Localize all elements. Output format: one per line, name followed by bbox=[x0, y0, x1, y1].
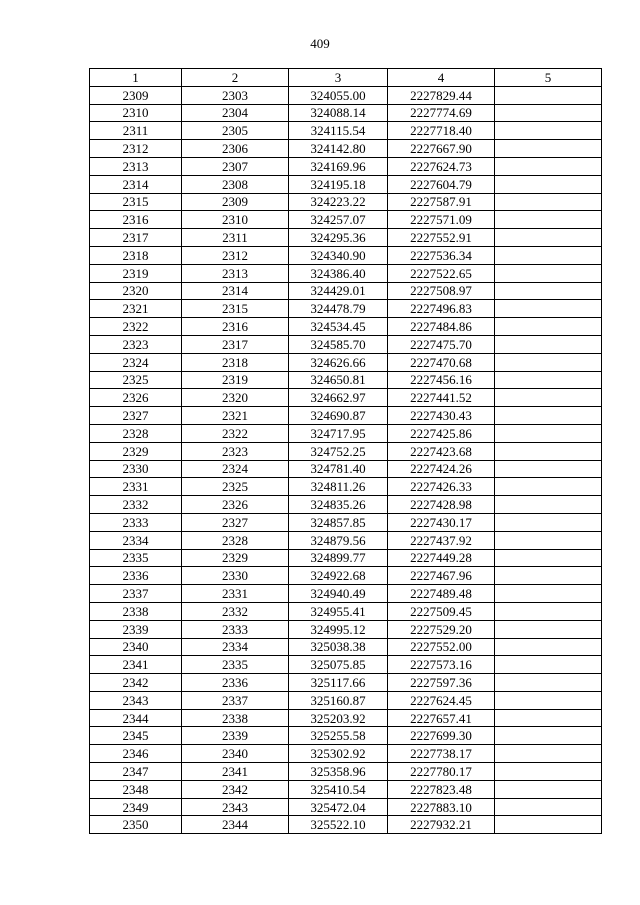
table-cell-col-5 bbox=[495, 460, 602, 478]
table-cell-col-4: 2227780.17 bbox=[388, 763, 495, 781]
table-cell-col-2: 2326 bbox=[182, 496, 289, 514]
table-cell-col-1: 2326 bbox=[90, 389, 182, 407]
table-cell-col-1: 2323 bbox=[90, 335, 182, 353]
table-cell-col-4: 2227738.17 bbox=[388, 745, 495, 763]
table-row bbox=[90, 602, 602, 620]
table-cell-col-4: 2227467.96 bbox=[388, 567, 495, 585]
table-body bbox=[90, 86, 602, 833]
table-cell-col-3: 324585.70 bbox=[289, 335, 388, 353]
table-cell-col-1: 2313 bbox=[90, 157, 182, 175]
table-cell-col-5 bbox=[495, 602, 602, 620]
table-cell-col-1: 2332 bbox=[90, 496, 182, 514]
table-cell-col-3: 324752.25 bbox=[289, 442, 388, 460]
table-cell-col-4: 2227699.30 bbox=[388, 727, 495, 745]
table-cell-col-1: 2314 bbox=[90, 175, 182, 193]
table-cell-col-4: 2227932.21 bbox=[388, 816, 495, 834]
table-cell-col-4: 2227423.68 bbox=[388, 442, 495, 460]
column-header-1: 1 bbox=[90, 69, 182, 87]
table-cell-col-4: 2227449.28 bbox=[388, 549, 495, 567]
table-cell-col-5 bbox=[495, 407, 602, 425]
table-row bbox=[90, 780, 602, 798]
table-cell-col-1: 2350 bbox=[90, 816, 182, 834]
table-row bbox=[90, 300, 602, 318]
table-cell-col-1: 2338 bbox=[90, 602, 182, 620]
table-cell-col-5 bbox=[495, 389, 602, 407]
table-cell-col-3: 324717.95 bbox=[289, 424, 388, 442]
table-row bbox=[90, 335, 602, 353]
table-row bbox=[90, 318, 602, 336]
table-cell-col-1: 2337 bbox=[90, 585, 182, 603]
table-cell-col-1: 2312 bbox=[90, 140, 182, 158]
table-cell-col-2: 2304 bbox=[182, 104, 289, 122]
table-cell-col-4: 2227624.45 bbox=[388, 691, 495, 709]
table-cell-col-4: 2227430.17 bbox=[388, 513, 495, 531]
table-cell-col-2: 2308 bbox=[182, 175, 289, 193]
table-cell-col-3: 325302.92 bbox=[289, 745, 388, 763]
table-cell-col-5 bbox=[495, 335, 602, 353]
table-cell-col-3: 324429.01 bbox=[289, 282, 388, 300]
table-cell-col-3: 324811.26 bbox=[289, 478, 388, 496]
table-cell-col-2: 2336 bbox=[182, 674, 289, 692]
column-header-3: 3 bbox=[289, 69, 388, 87]
table-cell-col-5 bbox=[495, 246, 602, 264]
table-cell-col-4: 2227509.45 bbox=[388, 602, 495, 620]
table-cell-col-3: 324781.40 bbox=[289, 460, 388, 478]
table-row bbox=[90, 211, 602, 229]
table-row bbox=[90, 620, 602, 638]
table-cell-col-3: 324257.07 bbox=[289, 211, 388, 229]
table-row bbox=[90, 86, 602, 104]
table-cell-col-4: 2227552.91 bbox=[388, 229, 495, 247]
table-cell-col-5 bbox=[495, 353, 602, 371]
table-row bbox=[90, 104, 602, 122]
table-row bbox=[90, 549, 602, 567]
table-cell-col-1: 2343 bbox=[90, 691, 182, 709]
table-cell-col-1: 2316 bbox=[90, 211, 182, 229]
table-cell-col-1: 2329 bbox=[90, 442, 182, 460]
table-cell-col-5 bbox=[495, 763, 602, 781]
table-cell-col-3: 324857.85 bbox=[289, 513, 388, 531]
table-cell-col-4: 2227470.68 bbox=[388, 353, 495, 371]
table-cell-col-3: 324922.68 bbox=[289, 567, 388, 585]
table-row bbox=[90, 140, 602, 158]
table-cell-col-3: 324955.41 bbox=[289, 602, 388, 620]
table-cell-col-5 bbox=[495, 300, 602, 318]
table-cell-col-5 bbox=[495, 549, 602, 567]
table-cell-col-4: 2227774.69 bbox=[388, 104, 495, 122]
table-row bbox=[90, 691, 602, 709]
table-cell-col-4: 2227718.40 bbox=[388, 122, 495, 140]
table-cell-col-3: 324195.18 bbox=[289, 175, 388, 193]
table-cell-col-3: 324386.40 bbox=[289, 264, 388, 282]
table-cell-col-2: 2311 bbox=[182, 229, 289, 247]
table-cell-col-5 bbox=[495, 745, 602, 763]
table-cell-col-3: 325522.10 bbox=[289, 816, 388, 834]
table-cell-col-2: 2335 bbox=[182, 656, 289, 674]
table-cell-col-1: 2345 bbox=[90, 727, 182, 745]
table-cell-col-5 bbox=[495, 122, 602, 140]
table-cell-col-4: 2227428.98 bbox=[388, 496, 495, 514]
table-cell-col-3: 324115.54 bbox=[289, 122, 388, 140]
table-cell-col-2: 2330 bbox=[182, 567, 289, 585]
table-row bbox=[90, 496, 602, 514]
table-cell-col-2: 2317 bbox=[182, 335, 289, 353]
table-cell-col-4: 2227624.73 bbox=[388, 157, 495, 175]
table-cell-col-1: 2322 bbox=[90, 318, 182, 336]
table-cell-col-1: 2317 bbox=[90, 229, 182, 247]
table-cell-col-4: 2227823.48 bbox=[388, 780, 495, 798]
table-cell-col-5 bbox=[495, 157, 602, 175]
table-cell-col-2: 2339 bbox=[182, 727, 289, 745]
table-cell-col-3: 324534.45 bbox=[289, 318, 388, 336]
table-cell-col-2: 2338 bbox=[182, 709, 289, 727]
table-cell-col-1: 2330 bbox=[90, 460, 182, 478]
table-cell-col-2: 2305 bbox=[182, 122, 289, 140]
table-cell-col-3: 324088.14 bbox=[289, 104, 388, 122]
table-cell-col-5 bbox=[495, 496, 602, 514]
table-cell-col-5 bbox=[495, 86, 602, 104]
table-cell-col-5 bbox=[495, 816, 602, 834]
table-cell-col-2: 2333 bbox=[182, 620, 289, 638]
table-cell-col-2: 2328 bbox=[182, 531, 289, 549]
table-cell-col-5 bbox=[495, 638, 602, 656]
table-row bbox=[90, 229, 602, 247]
table-cell-col-5 bbox=[495, 211, 602, 229]
table-cell-col-2: 2310 bbox=[182, 211, 289, 229]
table-cell-col-1: 2335 bbox=[90, 549, 182, 567]
table-cell-col-3: 325160.87 bbox=[289, 691, 388, 709]
table-cell-col-1: 2328 bbox=[90, 424, 182, 442]
table-row bbox=[90, 531, 602, 549]
table-cell-col-4: 2227424.26 bbox=[388, 460, 495, 478]
table-cell-col-1: 2325 bbox=[90, 371, 182, 389]
table-cell-col-4: 2227829.44 bbox=[388, 86, 495, 104]
table-cell-col-5 bbox=[495, 691, 602, 709]
table-cell-col-2: 2332 bbox=[182, 602, 289, 620]
table-cell-col-1: 2310 bbox=[90, 104, 182, 122]
table-cell-col-4: 2227587.91 bbox=[388, 193, 495, 211]
table-row bbox=[90, 656, 602, 674]
table-cell-col-3: 324835.26 bbox=[289, 496, 388, 514]
table-cell-col-4: 2227508.97 bbox=[388, 282, 495, 300]
table-cell-col-1: 2346 bbox=[90, 745, 182, 763]
table-cell-col-5 bbox=[495, 140, 602, 158]
table-row bbox=[90, 157, 602, 175]
table-cell-col-4: 2227496.83 bbox=[388, 300, 495, 318]
table-cell-col-5 bbox=[495, 442, 602, 460]
table-cell-col-1: 2348 bbox=[90, 780, 182, 798]
table-cell-col-2: 2313 bbox=[182, 264, 289, 282]
table-cell-col-4: 2227604.79 bbox=[388, 175, 495, 193]
table-cell-col-4: 2227456.16 bbox=[388, 371, 495, 389]
table-cell-col-1: 2320 bbox=[90, 282, 182, 300]
header-row bbox=[90, 69, 602, 87]
table-cell-col-2: 2323 bbox=[182, 442, 289, 460]
table-cell-col-2: 2303 bbox=[182, 86, 289, 104]
table-row bbox=[90, 389, 602, 407]
table-cell-col-1: 2319 bbox=[90, 264, 182, 282]
table-cell-col-3: 325410.54 bbox=[289, 780, 388, 798]
table-cell-col-3: 324940.49 bbox=[289, 585, 388, 603]
table-row bbox=[90, 264, 602, 282]
table-cell-col-1: 2339 bbox=[90, 620, 182, 638]
table-cell-col-5 bbox=[495, 727, 602, 745]
table-cell-col-4: 2227430.43 bbox=[388, 407, 495, 425]
table-cell-col-1: 2334 bbox=[90, 531, 182, 549]
table-cell-col-4: 2227571.09 bbox=[388, 211, 495, 229]
column-header-4: 4 bbox=[388, 69, 495, 87]
table-cell-col-5 bbox=[495, 620, 602, 638]
table-cell-col-3: 325038.38 bbox=[289, 638, 388, 656]
table-cell-col-1: 2336 bbox=[90, 567, 182, 585]
table-cell-col-2: 2344 bbox=[182, 816, 289, 834]
table-cell-col-5 bbox=[495, 371, 602, 389]
column-header-2: 2 bbox=[182, 69, 289, 87]
table-cell-col-4: 2227484.86 bbox=[388, 318, 495, 336]
table-cell-col-1: 2340 bbox=[90, 638, 182, 656]
table-cell-col-2: 2321 bbox=[182, 407, 289, 425]
table-row bbox=[90, 282, 602, 300]
table-cell-col-5 bbox=[495, 709, 602, 727]
table-cell-col-5 bbox=[495, 478, 602, 496]
table-cell-col-1: 2321 bbox=[90, 300, 182, 318]
table-cell-col-2: 2329 bbox=[182, 549, 289, 567]
table-cell-col-5 bbox=[495, 513, 602, 531]
table-row bbox=[90, 745, 602, 763]
table-row bbox=[90, 193, 602, 211]
table-cell-col-3: 325075.85 bbox=[289, 656, 388, 674]
table-cell-col-5 bbox=[495, 282, 602, 300]
table-row bbox=[90, 585, 602, 603]
table-cell-col-1: 2318 bbox=[90, 246, 182, 264]
table-row bbox=[90, 513, 602, 531]
table-cell-col-3: 324169.96 bbox=[289, 157, 388, 175]
table-cell-col-5 bbox=[495, 567, 602, 585]
table-row bbox=[90, 442, 602, 460]
table-row bbox=[90, 816, 602, 834]
table-cell-col-5 bbox=[495, 585, 602, 603]
table-cell-col-5 bbox=[495, 104, 602, 122]
table-cell-col-5 bbox=[495, 780, 602, 798]
table-cell-col-2: 2342 bbox=[182, 780, 289, 798]
table-cell-col-5 bbox=[495, 656, 602, 674]
table-cell-col-3: 325255.58 bbox=[289, 727, 388, 745]
page-number: 409 bbox=[310, 36, 330, 51]
table-row bbox=[90, 460, 602, 478]
table-cell-col-2: 2307 bbox=[182, 157, 289, 175]
table-cell-col-2: 2324 bbox=[182, 460, 289, 478]
table-cell-col-3: 325358.96 bbox=[289, 763, 388, 781]
table-cell-col-3: 324055.00 bbox=[289, 86, 388, 104]
table-cell-col-1: 2309 bbox=[90, 86, 182, 104]
table-cell-col-4: 2227597.36 bbox=[388, 674, 495, 692]
table-row bbox=[90, 798, 602, 816]
table-cell-col-1: 2331 bbox=[90, 478, 182, 496]
table-cell-col-4: 2227529.20 bbox=[388, 620, 495, 638]
table-row bbox=[90, 371, 602, 389]
table-cell-col-2: 2343 bbox=[182, 798, 289, 816]
table-cell-col-3: 325203.92 bbox=[289, 709, 388, 727]
table-cell-col-3: 324295.36 bbox=[289, 229, 388, 247]
table-cell-col-2: 2331 bbox=[182, 585, 289, 603]
table-cell-col-3: 324899.77 bbox=[289, 549, 388, 567]
table-cell-col-2: 2327 bbox=[182, 513, 289, 531]
coordinates-table bbox=[89, 68, 602, 834]
table-cell-col-2: 2314 bbox=[182, 282, 289, 300]
table-row bbox=[90, 424, 602, 442]
table-cell-col-3: 325117.66 bbox=[289, 674, 388, 692]
table-row bbox=[90, 709, 602, 727]
table-row bbox=[90, 763, 602, 781]
table-row bbox=[90, 246, 602, 264]
table-cell-col-1: 2341 bbox=[90, 656, 182, 674]
table-cell-col-2: 2306 bbox=[182, 140, 289, 158]
table-cell-col-1: 2344 bbox=[90, 709, 182, 727]
table-cell-col-2: 2337 bbox=[182, 691, 289, 709]
table-row bbox=[90, 727, 602, 745]
table-cell-col-4: 2227536.34 bbox=[388, 246, 495, 264]
table-cell-col-5 bbox=[495, 229, 602, 247]
table-cell-col-2: 2340 bbox=[182, 745, 289, 763]
table-cell-col-5 bbox=[495, 175, 602, 193]
table-cell-col-3: 324995.12 bbox=[289, 620, 388, 638]
table-row bbox=[90, 674, 602, 692]
table-cell-col-3: 324879.56 bbox=[289, 531, 388, 549]
table-cell-col-3: 324690.87 bbox=[289, 407, 388, 425]
table-cell-col-4: 2227522.65 bbox=[388, 264, 495, 282]
table-row bbox=[90, 478, 602, 496]
table-cell-col-2: 2309 bbox=[182, 193, 289, 211]
table-cell-col-4: 2227667.90 bbox=[388, 140, 495, 158]
table-cell-col-5 bbox=[495, 264, 602, 282]
table-cell-col-4: 2227489.48 bbox=[388, 585, 495, 603]
table-cell-col-2: 2319 bbox=[182, 371, 289, 389]
table-cell-col-1: 2333 bbox=[90, 513, 182, 531]
table-cell-col-5 bbox=[495, 674, 602, 692]
table-cell-col-2: 2316 bbox=[182, 318, 289, 336]
table-cell-col-4: 2227437.92 bbox=[388, 531, 495, 549]
table-cell-col-4: 2227883.10 bbox=[388, 798, 495, 816]
table-header bbox=[90, 69, 602, 87]
table-row bbox=[90, 353, 602, 371]
table-cell-col-5 bbox=[495, 193, 602, 211]
table-cell-col-3: 325472.04 bbox=[289, 798, 388, 816]
table-cell-col-4: 2227441.52 bbox=[388, 389, 495, 407]
table-cell-col-1: 2327 bbox=[90, 407, 182, 425]
table-cell-col-4: 2227425.86 bbox=[388, 424, 495, 442]
table-row bbox=[90, 175, 602, 193]
table-cell-col-4: 2227426.33 bbox=[388, 478, 495, 496]
table-cell-col-4: 2227475.70 bbox=[388, 335, 495, 353]
table-cell-col-2: 2315 bbox=[182, 300, 289, 318]
table-cell-col-3: 324626.66 bbox=[289, 353, 388, 371]
table-cell-col-4: 2227552.00 bbox=[388, 638, 495, 656]
table-cell-col-2: 2312 bbox=[182, 246, 289, 264]
table-row bbox=[90, 638, 602, 656]
table-cell-col-5 bbox=[495, 424, 602, 442]
table-cell-col-2: 2341 bbox=[182, 763, 289, 781]
table-cell-col-5 bbox=[495, 318, 602, 336]
table-cell-col-3: 324142.80 bbox=[289, 140, 388, 158]
table-cell-col-3: 324340.90 bbox=[289, 246, 388, 264]
table-cell-col-1: 2347 bbox=[90, 763, 182, 781]
table-cell-col-3: 324478.79 bbox=[289, 300, 388, 318]
table-cell-col-1: 2349 bbox=[90, 798, 182, 816]
table-cell-col-3: 324650.81 bbox=[289, 371, 388, 389]
table-cell-col-4: 2227573.16 bbox=[388, 656, 495, 674]
table-cell-col-4: 2227657.41 bbox=[388, 709, 495, 727]
table-cell-col-3: 324223.22 bbox=[289, 193, 388, 211]
column-header-5: 5 bbox=[495, 69, 602, 87]
table-cell-col-2: 2325 bbox=[182, 478, 289, 496]
table-cell-col-1: 2342 bbox=[90, 674, 182, 692]
table-cell-col-2: 2320 bbox=[182, 389, 289, 407]
table-row bbox=[90, 567, 602, 585]
table-cell-col-5 bbox=[495, 531, 602, 549]
table-cell-col-5 bbox=[495, 798, 602, 816]
table-cell-col-1: 2311 bbox=[90, 122, 182, 140]
table-cell-col-2: 2322 bbox=[182, 424, 289, 442]
table-cell-col-2: 2334 bbox=[182, 638, 289, 656]
table-cell-col-1: 2324 bbox=[90, 353, 182, 371]
table-cell-col-1: 2315 bbox=[90, 193, 182, 211]
table-cell-col-2: 2318 bbox=[182, 353, 289, 371]
table-row bbox=[90, 122, 602, 140]
table-cell-col-3: 324662.97 bbox=[289, 389, 388, 407]
table-row bbox=[90, 407, 602, 425]
